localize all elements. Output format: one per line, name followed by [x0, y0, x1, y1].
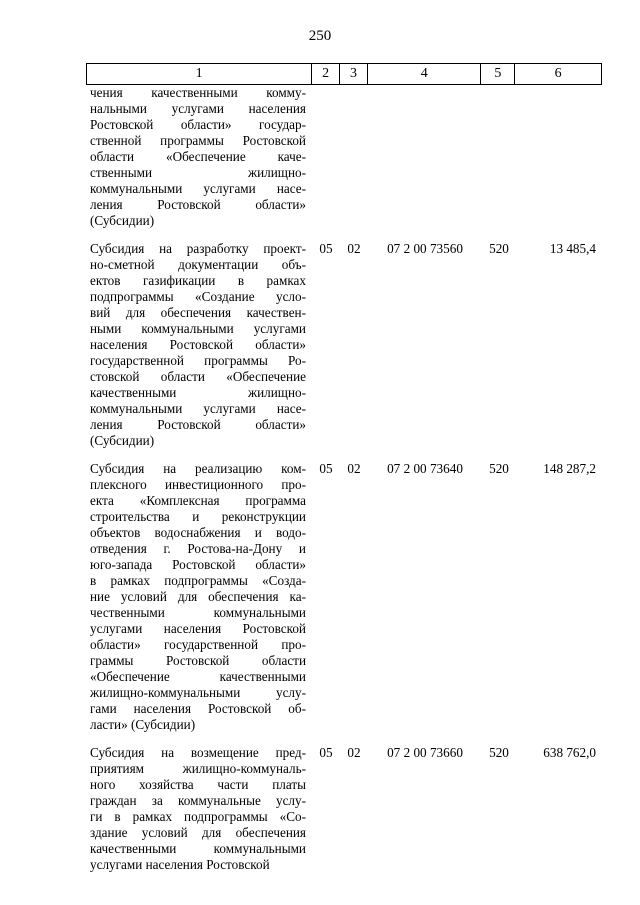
description-line: области» государственной про-	[90, 637, 306, 652]
table-row	[86, 241, 602, 449]
row-description	[86, 85, 312, 229]
description-line: приятиям жилищно-коммуналь-	[90, 761, 306, 776]
description-line: (Субсидии)	[90, 213, 155, 228]
description-line: ласти» (Субсидии)	[90, 717, 196, 732]
description-line: вий для обеспечения качествен-	[90, 305, 306, 320]
row-description	[86, 745, 312, 873]
subsection-code	[340, 85, 368, 229]
description-line: ги в рамках подпрограммы «Со-	[90, 809, 306, 824]
amount-value: 13 485,4	[549, 241, 596, 256]
table-row	[86, 745, 602, 873]
description-line: объектов водоснабжения и водо-	[90, 525, 306, 540]
description-line: области «Обеспечение каче-	[90, 149, 306, 164]
target-article-code: 07 2 00 73640	[387, 461, 463, 476]
section-code: 05	[319, 461, 333, 476]
description-line: Субсидия на реализацию ком-	[90, 461, 306, 476]
target-article-code	[368, 85, 482, 229]
description-line: граммы Ростовской области	[90, 653, 306, 668]
table-header	[86, 63, 602, 85]
row-description	[86, 241, 312, 449]
description-line: в рамках подпрограммы «Созда-	[90, 573, 306, 588]
description-line: Ростовской области» государ-	[90, 117, 306, 132]
description-line: екта «Комплексная программа	[90, 493, 306, 508]
description-line: отведения г. Ростова-на-Дону и	[90, 541, 306, 556]
target-article-code: 07 2 00 73560	[387, 241, 463, 256]
description-line: Субсидия на возмещение пред-	[90, 745, 306, 760]
description-line: «Обеспечение качественными	[90, 669, 306, 684]
subsection-code: 02	[347, 461, 361, 476]
description-line: услугами населения Ростовской	[90, 621, 306, 636]
section-code: 05	[319, 745, 333, 760]
subsection-code: 02	[347, 745, 361, 760]
row-description	[86, 461, 312, 733]
description-line: граждан за коммунальные услу-	[90, 793, 306, 808]
column-header-2: 2	[312, 64, 340, 84]
description-line: ления Ростовской области»	[90, 417, 306, 432]
description-line: ления Ростовской области»	[90, 197, 306, 212]
description-line: чения качественными комму-	[90, 85, 306, 100]
section-code	[312, 85, 340, 229]
description-line: коммунальными услугами насе-	[90, 401, 306, 416]
description-line: нальными услугами населения	[90, 101, 306, 116]
target-article-code: 07 2 00 73660	[387, 745, 463, 760]
description-line: ственными жилищно-	[90, 165, 306, 180]
amount-value	[516, 85, 602, 229]
page-number: 250	[308, 28, 332, 44]
expense-type-code: 520	[489, 461, 509, 476]
description-line: но-сметной документации объ-	[90, 257, 306, 272]
expense-type-code: 520	[489, 241, 509, 256]
description-line: жилищно-коммунальными услу-	[90, 685, 306, 700]
description-line: юго-запада Ростовской области»	[90, 557, 306, 572]
expense-type-code: 520	[489, 745, 509, 760]
column-header-6: 6	[554, 66, 562, 81]
description-line: услугами населения Ростовской	[90, 857, 270, 872]
description-line: государственной программы Ро-	[90, 353, 306, 368]
budget-table	[86, 63, 602, 873]
column-header-1: 1	[87, 64, 312, 84]
column-header-3: 3	[340, 64, 368, 84]
amount-value: 148 287,2	[543, 461, 596, 476]
expense-type-code	[482, 85, 516, 229]
description-line: строительства и реконструкции	[90, 509, 306, 524]
description-line: ственной программы Ростовской	[90, 133, 306, 148]
description-line: подпрограммы «Создание усло-	[90, 289, 306, 304]
description-line: гами населения Ростовской об-	[90, 701, 306, 716]
description-line: плексного инвестиционного про-	[90, 477, 306, 492]
table-row	[86, 85, 602, 229]
description-line: коммунальными услугами насе-	[90, 181, 306, 196]
description-line: ного хозяйства части платы	[90, 777, 306, 792]
table-body	[86, 85, 602, 873]
description-line: качественными коммунальными	[90, 841, 306, 856]
description-line: качественными жилищно-	[90, 385, 306, 400]
column-header-4: 4	[368, 64, 482, 84]
description-line: населения Ростовской области»	[90, 337, 306, 352]
column-header-5: 5	[481, 64, 515, 84]
description-line: стовской области «Обеспечение	[90, 369, 306, 384]
description-line: Субсидия на разработку проект-	[90, 241, 306, 256]
section-code: 05	[319, 241, 333, 256]
table-row	[86, 461, 602, 733]
description-line: ние условий для обеспечения ка-	[90, 589, 306, 604]
subsection-code: 02	[347, 241, 361, 256]
description-line: ными коммунальными услугами	[90, 321, 306, 336]
description-line: здание условий для обеспечения	[90, 825, 306, 840]
amount-value: 638 762,0	[543, 745, 596, 760]
description-line: ектов газификации в рамках	[90, 273, 306, 288]
description-line: (Субсидии)	[90, 433, 155, 448]
description-line: чественными коммунальными	[90, 605, 306, 620]
